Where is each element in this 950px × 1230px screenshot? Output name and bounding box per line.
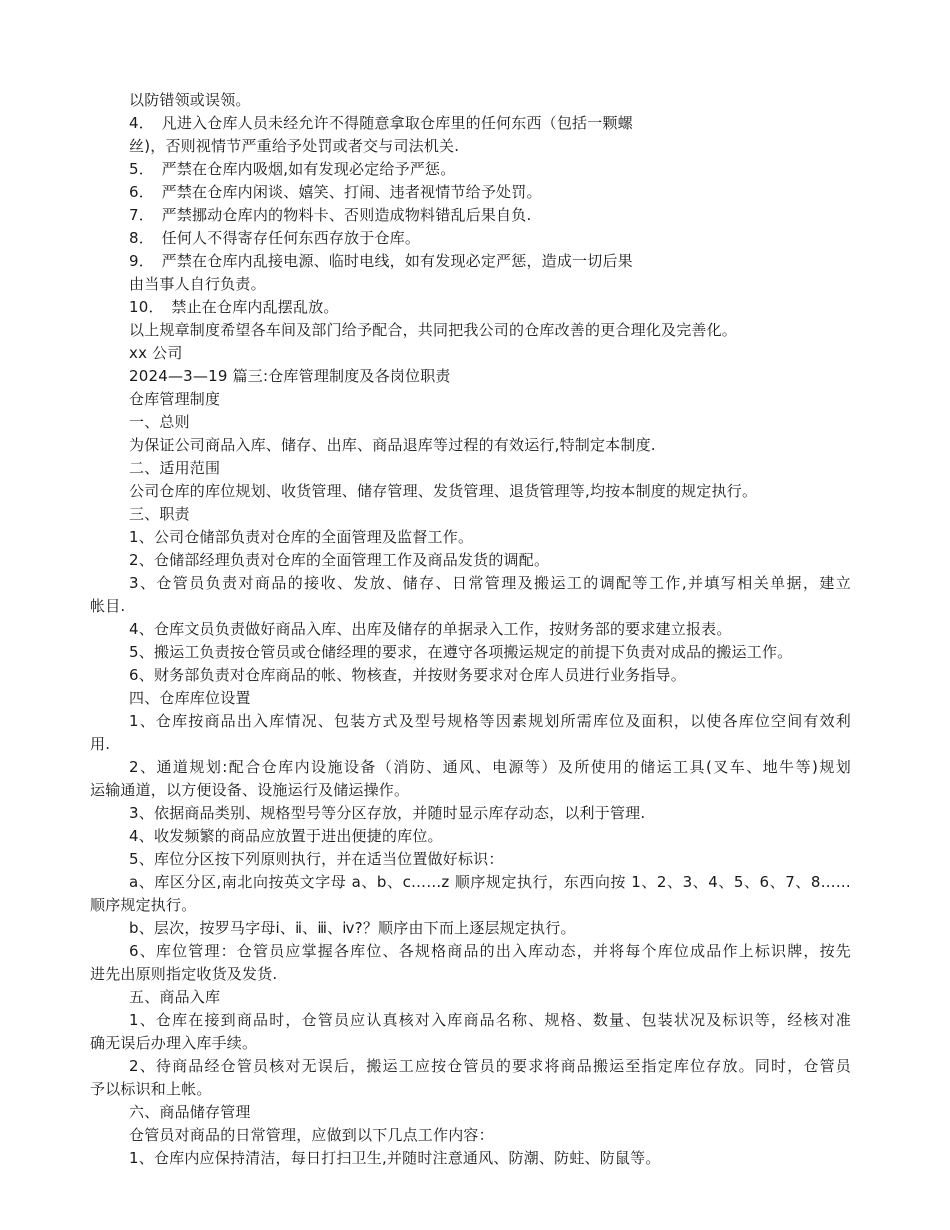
text-line: 进先出原则指定收货及发货. (90, 965, 278, 983)
text-line: b、层次，按罗马字母ⅰ、ⅱ、ⅲ、ⅳ?？顺序由下而上逐层规定执行。 (129, 919, 576, 937)
text-line: 为保证公司商品入库、储存、出库、商品退库等过程的有效运行,特制定本制度. (129, 436, 656, 454)
text-line: 3、依据商品类别、规格型号等分区存放，并随时显示库存动态，以利于管理. (129, 804, 646, 822)
section-heading: 五、商品入库 (129, 988, 221, 1006)
text-line: 帐目. (90, 597, 126, 615)
text-line: 4． 凡进入仓库人员未经允许不得随意拿取仓库里的任何东西（包括一颗螺 (129, 114, 633, 132)
text-line: 7． 严禁挪动仓库内的物料卡、否则造成物料错乱后果自负. (129, 206, 532, 224)
text-line: 6、库位管理：仓管员应掌握各库位、各规格商品的出入库动态，并将每个库位成品作上标识牌，按先 (129, 942, 851, 960)
text-line: 5、库位分区按下列原则执行，并在适当位置做好标识： (129, 850, 504, 868)
text-line: 1、仓库在接到商品时，仓管员应认真核对入库商品名称、规格、数量、包装状况及标识等，经核对准 (129, 1011, 851, 1029)
text-line: 运输通道，以方便设备、设施运行及储运操作。 (90, 781, 410, 799)
text-line: 4、收发频繁的商品应放置于进出便捷的库位。 (129, 827, 443, 845)
text-line: 1、仓库内应保持清洁，每日打扫卫生,并随时注意通风、防潮、防蛀、防鼠等。 (129, 1149, 661, 1167)
section-heading: 四、仓库库位设置 (129, 689, 251, 707)
text-line: 1、公司仓储部负责对仓库的全面管理及监督工作。 (129, 528, 474, 546)
text-line: 顺序规定执行。 (90, 896, 197, 914)
text-line: 公司仓库的库位规划、收货管理、储存管理、发货管理、退货管理等,均按本制度的规定执行。 (129, 482, 758, 500)
text-line: 2、仓储部经理负责对仓库的全面管理工作及商品发货的调配。 (129, 551, 550, 569)
text-line: 6、财务部负责对仓库商品的帐、物核查，并按财务要求对仓库人员进行业务指导。 (129, 666, 686, 684)
text-line: 9． 严禁在仓库内乱接电源、临时电线，如有发现必定严惩，造成一切后果 (129, 252, 633, 270)
text-line: a、库区分区,南北向按英文字母 a、b、c……z 顺序规定执行，东西向按 1、2、3、4、5、6、7、8…… (129, 873, 851, 891)
text-line: 以上规章制度希望各车间及部门给予配合，共同把我公司的仓库改善的更合理化及完善化。 (129, 321, 738, 339)
text-line: 予以标识和上帐。 (90, 1080, 212, 1098)
text-line: 以防错领或误领。 (129, 91, 251, 109)
text-line: 10． 禁止在仓库内乱摆乱放。 (129, 298, 339, 316)
text-line: 1、仓库按商品出入库情况、包装方式及型号规格等因素规划所需库位及面积，以使各库位空间有效利 (129, 712, 851, 730)
text-line: 仓管员对商品的日常管理，应做到以下几点工作内容： (129, 1126, 494, 1144)
text-line: 由当事人自行负责。 (129, 275, 266, 293)
section-heading: 一、总则 (129, 413, 190, 431)
text-line: 6． 严禁在仓库内闲谈、嬉笑、打闹、违者视情节给予处罚。 (129, 183, 542, 201)
text-line: 丝)，否则视情节严重给予处罚或者交与司法机关. (129, 137, 460, 155)
section-heading: 三、职责 (129, 505, 190, 523)
text-line: 仓库管理制度 (129, 390, 221, 408)
text-line: 3、仓管员负责对商品的接收、发放、储存、日常管理及搬运工的调配等工作,并填写相关单据，建立 (129, 574, 851, 592)
text-line: 确无误后办理入库手续。 (90, 1034, 258, 1052)
text-line: 8． 任何人不得寄存任何东西存放于仓库。 (129, 229, 421, 247)
section-heading: 二、适用范围 (129, 459, 221, 477)
text-line: 5、搬运工负责按仓管员或仓储经理的要求，在遵守各项搬运规定的前提下负责对成品的搬运工作。 (129, 643, 793, 661)
text-line: 2、通道规划:配合仓库内设施设备（消防、通风、电源等）及所使用的储运工具(叉车、地牛等)规划 (129, 758, 851, 776)
text-line: 5． 严禁在仓库内吸烟,如有发现必定给予严惩。 (129, 160, 456, 178)
section-heading: 六、商品储存管理 (129, 1103, 251, 1121)
text-line: xx 公司 (129, 344, 183, 362)
text-line: 用. (90, 735, 111, 753)
text-line: 2024—3—19 篇三:仓库管理制度及各岗位职责 (129, 367, 451, 385)
text-line: 4、仓库文员负责做好商品入库、出库及储存的单据录入工作，按财务部的要求建立报表。 (129, 620, 732, 638)
text-line: 2、待商品经仓管员核对无误后，搬运工应按仓管员的要求将商品搬运至指定库位存放。同时，仓管员 (129, 1057, 851, 1075)
